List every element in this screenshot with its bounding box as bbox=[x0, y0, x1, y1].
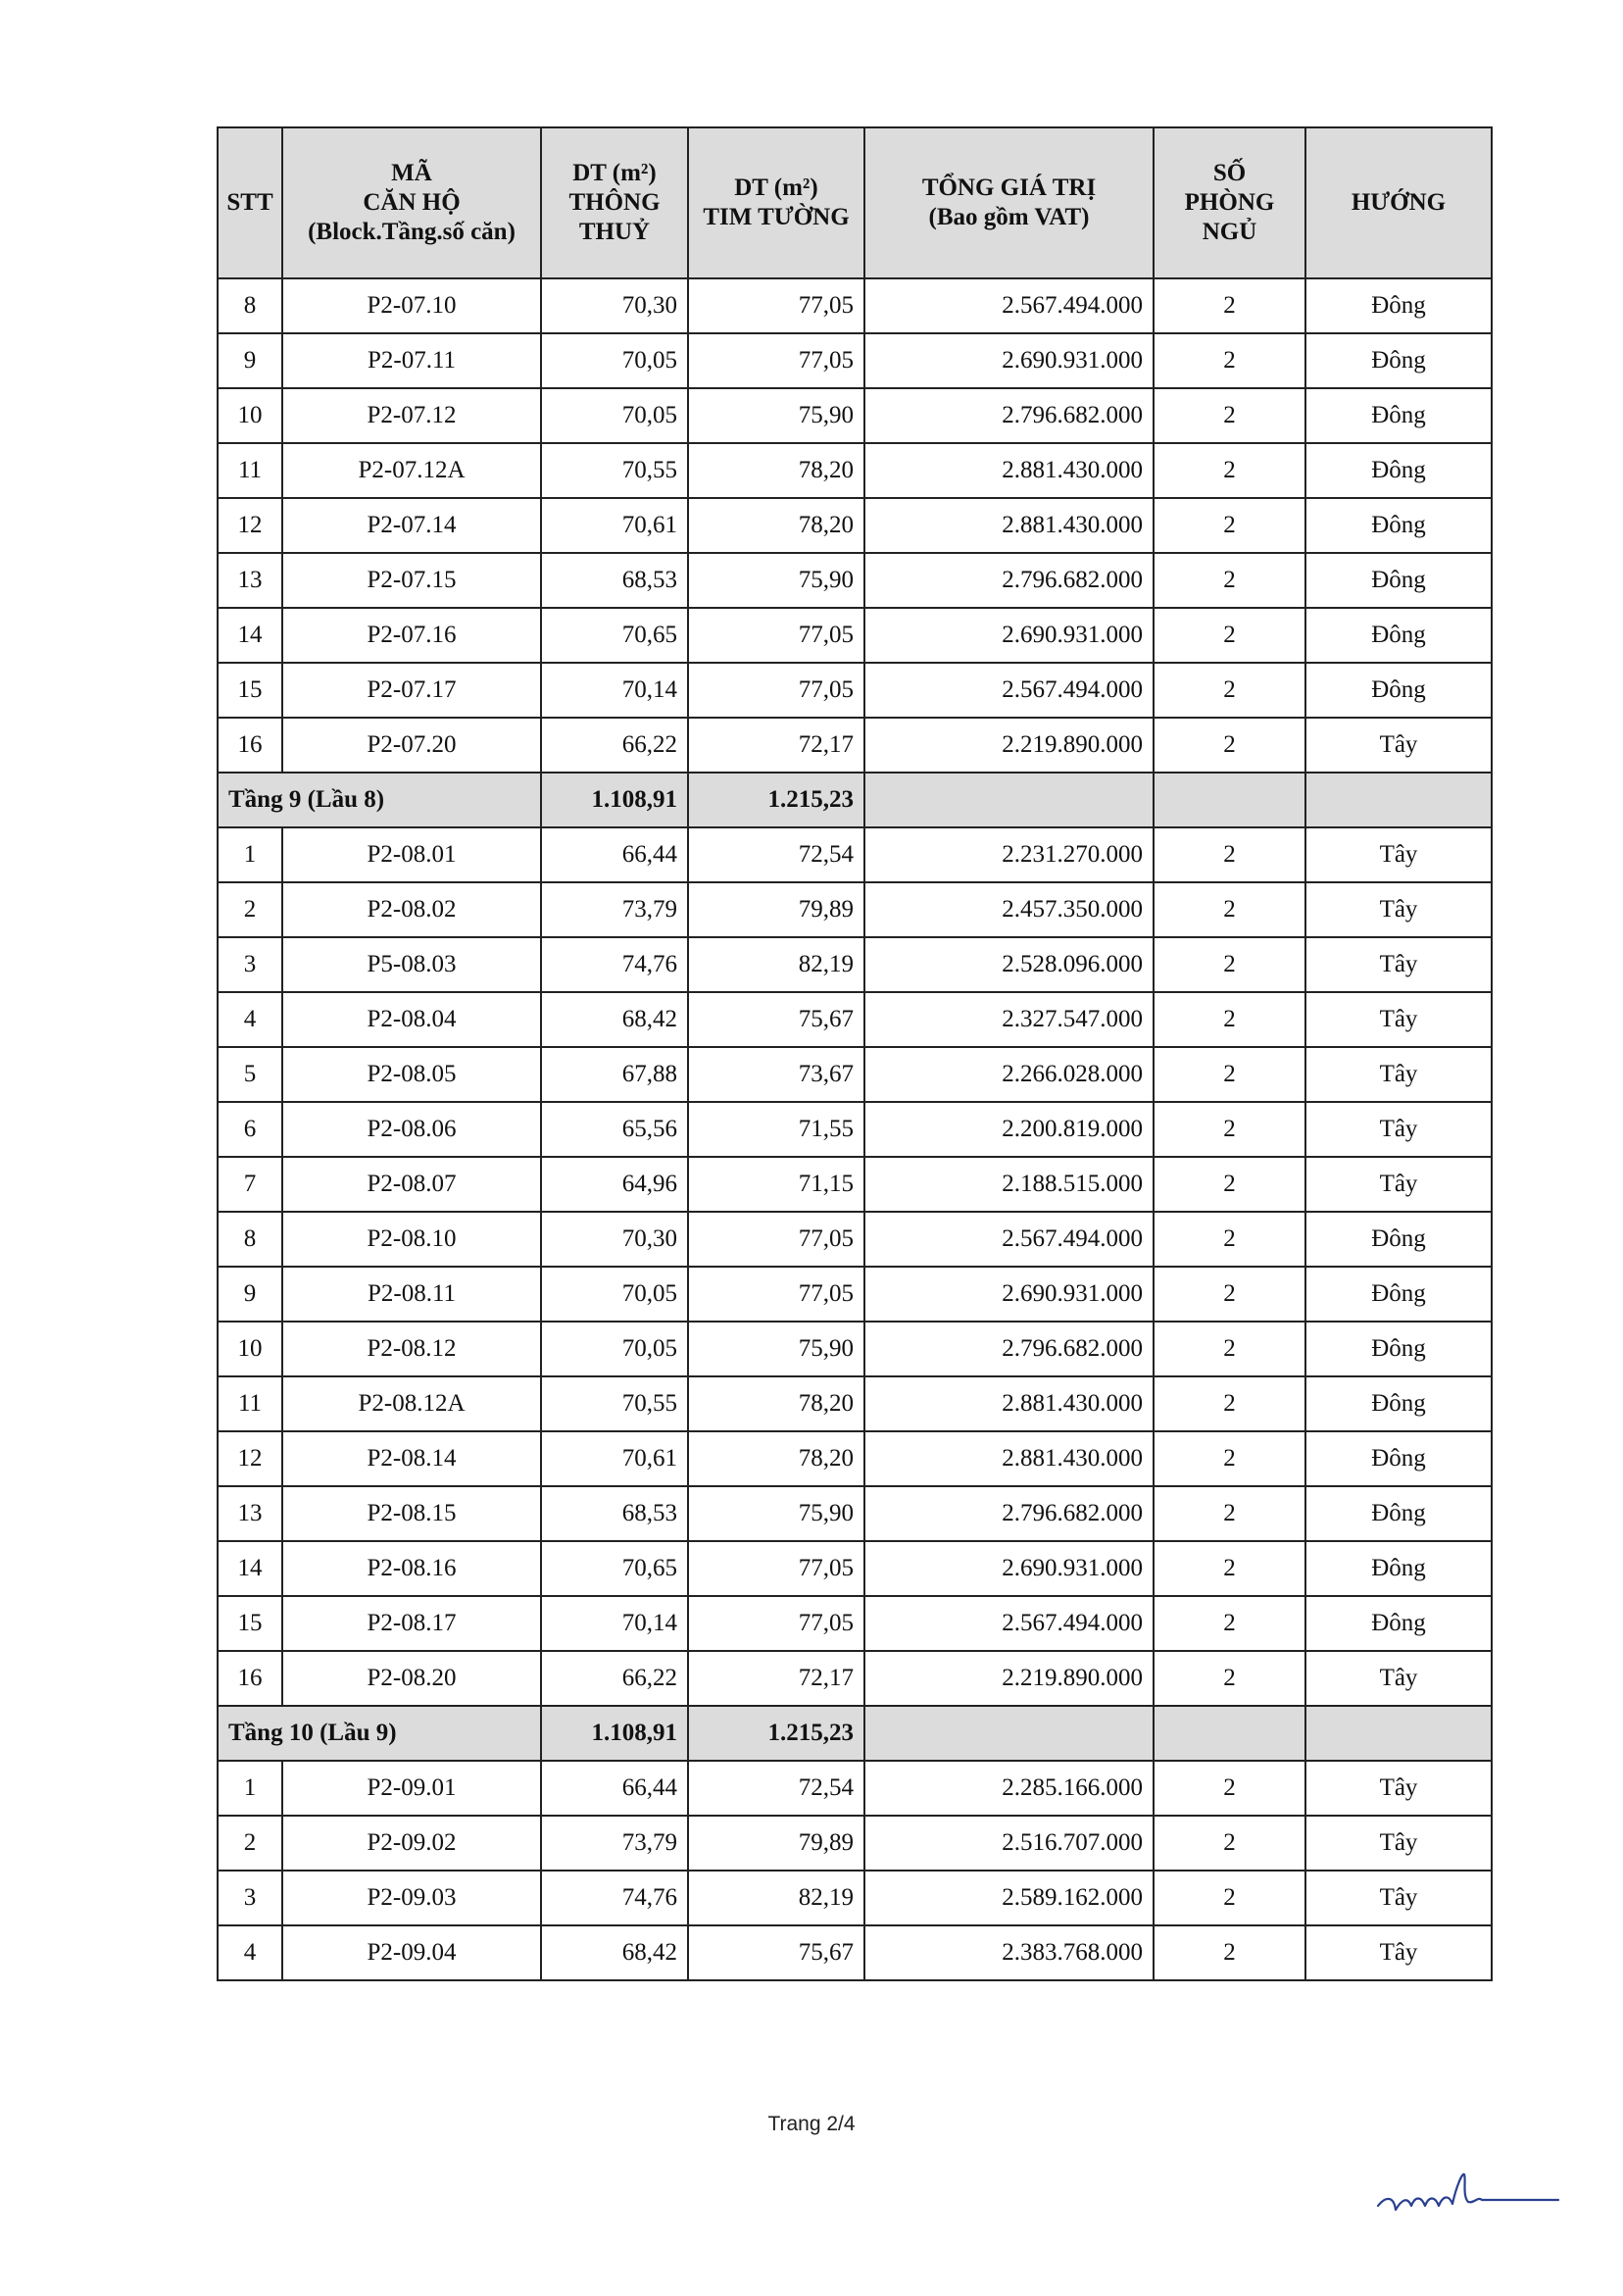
table-row bbox=[218, 718, 1492, 773]
cell-stt: 13 bbox=[218, 1486, 282, 1541]
table-row bbox=[218, 1102, 1492, 1157]
cell-dt-thong-thuy: 67,88 bbox=[541, 1047, 688, 1102]
cell-dt-tim-tuong: 79,89 bbox=[688, 1816, 864, 1871]
table-row bbox=[218, 443, 1492, 498]
cell-stt: 1 bbox=[218, 827, 282, 882]
cell-so-phong-ngu: 2 bbox=[1154, 1212, 1305, 1267]
cell-dt-tim-tuong: 77,05 bbox=[688, 1212, 864, 1267]
cell-tong-gia-tri: 2.219.890.000 bbox=[864, 1651, 1154, 1706]
table-row bbox=[218, 1816, 1492, 1871]
cell-so-phong-ngu: 2 bbox=[1154, 553, 1305, 608]
cell-dt-thong-thuy: 70,65 bbox=[541, 608, 688, 663]
header-tong-gia-tri bbox=[864, 127, 1154, 278]
cell-huong: Tây bbox=[1305, 1816, 1492, 1871]
cell-dt-tim-tuong: 72,54 bbox=[688, 1761, 864, 1816]
header-huong: HƯỚNG bbox=[1305, 127, 1492, 278]
cell-huong: Tây bbox=[1305, 1925, 1492, 1980]
header-ma-line3: (Block.Tầng.số căn) bbox=[308, 219, 516, 245]
cell-dt-thong-thuy: 70,30 bbox=[541, 278, 688, 333]
cell-dt-thong-thuy: 74,76 bbox=[541, 937, 688, 992]
cell-stt: 2 bbox=[218, 1816, 282, 1871]
cell-huong: Đông bbox=[1305, 553, 1492, 608]
cell-tong-gia-tri: 2.200.819.000 bbox=[864, 1102, 1154, 1157]
cell-dt-tim-tuong: 77,05 bbox=[688, 608, 864, 663]
cell-huong: Đông bbox=[1305, 443, 1492, 498]
table-row bbox=[218, 1322, 1492, 1376]
cell-tong-gia-tri: 2.567.494.000 bbox=[864, 1596, 1154, 1651]
apartment-price-table bbox=[217, 126, 1493, 1981]
cell-tong-gia-tri: 2.231.270.000 bbox=[864, 827, 1154, 882]
header-dt-tim-line2: TIM TƯỜNG bbox=[703, 204, 850, 230]
cell-stt: 10 bbox=[218, 1322, 282, 1376]
cell-ma-can-ho: P2-08.12 bbox=[282, 1322, 541, 1376]
header-ma-can-ho bbox=[282, 127, 541, 278]
header-ma-line1: MÃ bbox=[391, 160, 432, 186]
cell-dt-thong-thuy: 70,30 bbox=[541, 1212, 688, 1267]
cell-ma-can-ho: P2-07.12 bbox=[282, 388, 541, 443]
cell-dt-thong-thuy: 70,05 bbox=[541, 1322, 688, 1376]
floor-dt-tim-tuong-total: 1.215,23 bbox=[688, 1706, 864, 1761]
cell-so-phong-ngu: 2 bbox=[1154, 1047, 1305, 1102]
floor-dt-thong-thuy-total: 1.108,91 bbox=[541, 1706, 688, 1761]
cell-stt: 3 bbox=[218, 937, 282, 992]
cell-ma-can-ho: P2-08.10 bbox=[282, 1212, 541, 1267]
cell-huong: Đông bbox=[1305, 388, 1492, 443]
cell-so-phong-ngu: 2 bbox=[1154, 827, 1305, 882]
cell-so-phong-ngu: 2 bbox=[1154, 718, 1305, 773]
cell-dt-thong-thuy: 73,79 bbox=[541, 882, 688, 937]
cell-ma-can-ho: P2-08.11 bbox=[282, 1267, 541, 1322]
cell-so-phong-ngu: 2 bbox=[1154, 1376, 1305, 1431]
header-dt-thong-thuy bbox=[541, 127, 688, 278]
cell-stt: 12 bbox=[218, 498, 282, 553]
cell-dt-thong-thuy: 64,96 bbox=[541, 1157, 688, 1212]
cell-stt: 9 bbox=[218, 1267, 282, 1322]
cell-dt-thong-thuy: 68,42 bbox=[541, 992, 688, 1047]
page-number: Trang 2/4 bbox=[767, 2113, 856, 2135]
cell-tong-gia-tri: 2.796.682.000 bbox=[864, 1486, 1154, 1541]
cell-tong-gia-tri: 2.457.350.000 bbox=[864, 882, 1154, 937]
cell-dt-tim-tuong: 77,05 bbox=[688, 333, 864, 388]
table-row bbox=[218, 827, 1492, 882]
header-so-phong-ngu bbox=[1154, 127, 1305, 278]
cell-dt-tim-tuong: 75,67 bbox=[688, 1925, 864, 1980]
cell-stt: 3 bbox=[218, 1871, 282, 1925]
table-row bbox=[218, 1212, 1492, 1267]
cell-dt-tim-tuong: 75,90 bbox=[688, 553, 864, 608]
cell-tong-gia-tri: 2.567.494.000 bbox=[864, 663, 1154, 718]
cell-so-phong-ngu: 2 bbox=[1154, 663, 1305, 718]
cell-tong-gia-tri: 2.567.494.000 bbox=[864, 1212, 1154, 1267]
cell-stt: 11 bbox=[218, 443, 282, 498]
cell-tong-gia-tri: 2.690.931.000 bbox=[864, 1541, 1154, 1596]
cell-tong-gia-tri: 2.881.430.000 bbox=[864, 1376, 1154, 1431]
cell-huong: Đông bbox=[1305, 278, 1492, 333]
cell-dt-tim-tuong: 78,20 bbox=[688, 1376, 864, 1431]
header-so-line2: PHÒNG bbox=[1184, 189, 1275, 216]
cell-huong: Tây bbox=[1305, 882, 1492, 937]
cell-tong-gia-tri: 2.327.547.000 bbox=[864, 992, 1154, 1047]
table-row bbox=[218, 1157, 1492, 1212]
cell-dt-thong-thuy: 70,65 bbox=[541, 1541, 688, 1596]
cell-dt-tim-tuong: 73,67 bbox=[688, 1047, 864, 1102]
header-tong-line1: TỔNG GIÁ TRỊ bbox=[921, 175, 1097, 201]
cell-huong: Đông bbox=[1305, 498, 1492, 553]
cell-huong: Tây bbox=[1305, 1651, 1492, 1706]
cell-stt: 14 bbox=[218, 1541, 282, 1596]
cell-so-phong-ngu: 2 bbox=[1154, 1596, 1305, 1651]
cell-so-phong-ngu: 2 bbox=[1154, 882, 1305, 937]
cell-dt-thong-thuy: 70,55 bbox=[541, 1376, 688, 1431]
cell-dt-thong-thuy: 66,22 bbox=[541, 718, 688, 773]
cell-so-phong-ngu: 2 bbox=[1154, 1761, 1305, 1816]
table-row bbox=[218, 1761, 1492, 1816]
table-body bbox=[218, 278, 1492, 1980]
floor-label: Tầng 10 (Lầu 9) bbox=[218, 1706, 541, 1761]
header-dt-tim-tuong bbox=[688, 127, 864, 278]
cell-dt-thong-thuy: 70,14 bbox=[541, 1596, 688, 1651]
cell-ma-can-ho: P2-07.20 bbox=[282, 718, 541, 773]
cell-dt-thong-thuy: 65,56 bbox=[541, 1102, 688, 1157]
cell-so-phong-ngu: 2 bbox=[1154, 278, 1305, 333]
cell-dt-tim-tuong: 75,90 bbox=[688, 1322, 864, 1376]
cell-dt-tim-tuong: 75,90 bbox=[688, 1486, 864, 1541]
header-dt-tim-line1: DT (m²) bbox=[734, 175, 818, 201]
cell-huong: Đông bbox=[1305, 333, 1492, 388]
cell-tong-gia-tri: 2.796.682.000 bbox=[864, 553, 1154, 608]
header-so-line1: SỐ bbox=[1212, 160, 1247, 186]
cell-so-phong-ngu: 2 bbox=[1154, 1157, 1305, 1212]
cell-tong-gia-tri: 2.881.430.000 bbox=[864, 498, 1154, 553]
table-row bbox=[218, 608, 1492, 663]
table-row bbox=[218, 1376, 1492, 1431]
cell-dt-tim-tuong: 77,05 bbox=[688, 1596, 864, 1651]
cell-so-phong-ngu: 2 bbox=[1154, 1267, 1305, 1322]
cell-tong-gia-tri: 2.383.768.000 bbox=[864, 1925, 1154, 1980]
cell-ma-can-ho: P2-08.01 bbox=[282, 827, 541, 882]
cell-so-phong-ngu: 2 bbox=[1154, 992, 1305, 1047]
header-so-line3: NGỦ bbox=[1202, 219, 1257, 245]
cell-stt: 2 bbox=[218, 882, 282, 937]
cell-ma-can-ho: P2-08.04 bbox=[282, 992, 541, 1047]
cell-dt-thong-thuy: 70,05 bbox=[541, 388, 688, 443]
cell-dt-thong-thuy: 74,76 bbox=[541, 1871, 688, 1925]
cell-huong: Tây bbox=[1305, 1871, 1492, 1925]
cell-stt: 8 bbox=[218, 1212, 282, 1267]
floor-subtotal-row bbox=[218, 773, 1492, 827]
cell-tong-gia-tri: 2.589.162.000 bbox=[864, 1871, 1154, 1925]
cell-ma-can-ho: P2-07.16 bbox=[282, 608, 541, 663]
cell-huong: Tây bbox=[1305, 1102, 1492, 1157]
header-dt-tt-line1: DT (m²) bbox=[572, 160, 657, 186]
cell-ma-can-ho: P2-07.17 bbox=[282, 663, 541, 718]
cell-dt-thong-thuy: 70,61 bbox=[541, 498, 688, 553]
cell-ma-can-ho: P2-09.02 bbox=[282, 1816, 541, 1871]
cell-so-phong-ngu: 2 bbox=[1154, 1102, 1305, 1157]
table-row bbox=[218, 1047, 1492, 1102]
cell-huong: Tây bbox=[1305, 937, 1492, 992]
cell-huong: Đông bbox=[1305, 1322, 1492, 1376]
cell-tong-gia-tri: 2.567.494.000 bbox=[864, 278, 1154, 333]
header-ma-line2: CĂN HỘ bbox=[363, 189, 461, 216]
cell-tong-gia-tri: 2.690.931.000 bbox=[864, 1267, 1154, 1322]
cell-stt: 5 bbox=[218, 1047, 282, 1102]
header-tong-line2: (Bao gồm VAT) bbox=[928, 204, 1090, 230]
cell-ma-can-ho: P2-08.05 bbox=[282, 1047, 541, 1102]
cell-so-phong-ngu: 2 bbox=[1154, 498, 1305, 553]
cell-ma-can-ho: P2-07.10 bbox=[282, 278, 541, 333]
cell-so-phong-ngu: 2 bbox=[1154, 937, 1305, 992]
cell-dt-tim-tuong: 77,05 bbox=[688, 663, 864, 718]
header-dt-tt-line3: THUỶ bbox=[578, 219, 651, 245]
cell-tong-gia-tri: 2.690.931.000 bbox=[864, 608, 1154, 663]
cell-so-phong-ngu: 2 bbox=[1154, 1431, 1305, 1486]
cell-so-phong-ngu: 2 bbox=[1154, 1651, 1305, 1706]
cell-ma-can-ho: P2-08.02 bbox=[282, 882, 541, 937]
cell-dt-thong-thuy: 68,53 bbox=[541, 1486, 688, 1541]
floor-empty-cell bbox=[864, 1706, 1154, 1761]
cell-huong: Tây bbox=[1305, 1761, 1492, 1816]
table-row bbox=[218, 278, 1492, 333]
cell-so-phong-ngu: 2 bbox=[1154, 333, 1305, 388]
cell-ma-can-ho: P2-09.04 bbox=[282, 1925, 541, 1980]
cell-so-phong-ngu: 2 bbox=[1154, 1816, 1305, 1871]
cell-dt-tim-tuong: 78,20 bbox=[688, 443, 864, 498]
cell-ma-can-ho: P2-08.12A bbox=[282, 1376, 541, 1431]
cell-dt-tim-tuong: 79,89 bbox=[688, 882, 864, 937]
cell-dt-tim-tuong: 72,54 bbox=[688, 827, 864, 882]
cell-ma-can-ho: P2-08.14 bbox=[282, 1431, 541, 1486]
cell-huong: Tây bbox=[1305, 827, 1492, 882]
cell-dt-tim-tuong: 72,17 bbox=[688, 718, 864, 773]
table-row bbox=[218, 1651, 1492, 1706]
cell-ma-can-ho: P2-08.07 bbox=[282, 1157, 541, 1212]
cell-huong: Đông bbox=[1305, 663, 1492, 718]
table-row bbox=[218, 388, 1492, 443]
cell-dt-tim-tuong: 78,20 bbox=[688, 498, 864, 553]
cell-dt-tim-tuong: 75,67 bbox=[688, 992, 864, 1047]
handwritten-signature bbox=[1372, 2167, 1568, 2225]
cell-dt-tim-tuong: 82,19 bbox=[688, 1871, 864, 1925]
cell-dt-thong-thuy: 70,61 bbox=[541, 1431, 688, 1486]
cell-stt: 14 bbox=[218, 608, 282, 663]
header-dt-tt-line2: THÔNG bbox=[568, 189, 661, 216]
cell-dt-thong-thuy: 70,55 bbox=[541, 443, 688, 498]
cell-stt: 11 bbox=[218, 1376, 282, 1431]
cell-ma-can-ho: P2-07.15 bbox=[282, 553, 541, 608]
cell-huong: Tây bbox=[1305, 992, 1492, 1047]
cell-dt-thong-thuy: 70,14 bbox=[541, 663, 688, 718]
cell-dt-tim-tuong: 77,05 bbox=[688, 278, 864, 333]
cell-stt: 16 bbox=[218, 718, 282, 773]
cell-so-phong-ngu: 2 bbox=[1154, 608, 1305, 663]
table-row bbox=[218, 1486, 1492, 1541]
floor-dt-tim-tuong-total: 1.215,23 bbox=[688, 773, 864, 827]
floor-label: Tầng 9 (Lầu 8) bbox=[218, 773, 541, 827]
cell-stt: 13 bbox=[218, 553, 282, 608]
cell-dt-thong-thuy: 70,05 bbox=[541, 1267, 688, 1322]
table-row bbox=[218, 498, 1492, 553]
floor-empty-cell bbox=[864, 773, 1154, 827]
cell-ma-can-ho: P2-08.06 bbox=[282, 1102, 541, 1157]
header-stt: STT bbox=[218, 127, 282, 278]
cell-stt: 15 bbox=[218, 1596, 282, 1651]
cell-huong: Đông bbox=[1305, 1596, 1492, 1651]
cell-so-phong-ngu: 2 bbox=[1154, 1486, 1305, 1541]
cell-stt: 4 bbox=[218, 992, 282, 1047]
table-row bbox=[218, 1267, 1492, 1322]
floor-empty-cell bbox=[1154, 773, 1305, 827]
cell-so-phong-ngu: 2 bbox=[1154, 388, 1305, 443]
cell-tong-gia-tri: 2.881.430.000 bbox=[864, 1431, 1154, 1486]
table-row bbox=[218, 1596, 1492, 1651]
cell-dt-thong-thuy: 66,44 bbox=[541, 827, 688, 882]
table-row bbox=[218, 553, 1492, 608]
cell-tong-gia-tri: 2.285.166.000 bbox=[864, 1761, 1154, 1816]
cell-dt-tim-tuong: 75,90 bbox=[688, 388, 864, 443]
cell-dt-thong-thuy: 70,05 bbox=[541, 333, 688, 388]
table-row bbox=[218, 882, 1492, 937]
cell-tong-gia-tri: 2.796.682.000 bbox=[864, 1322, 1154, 1376]
cell-huong: Tây bbox=[1305, 1047, 1492, 1102]
floor-dt-thong-thuy-total: 1.108,91 bbox=[541, 773, 688, 827]
table-row bbox=[218, 937, 1492, 992]
cell-dt-tim-tuong: 82,19 bbox=[688, 937, 864, 992]
cell-stt: 12 bbox=[218, 1431, 282, 1486]
cell-so-phong-ngu: 2 bbox=[1154, 443, 1305, 498]
cell-huong: Đông bbox=[1305, 1541, 1492, 1596]
cell-so-phong-ngu: 2 bbox=[1154, 1925, 1305, 1980]
cell-stt: 4 bbox=[218, 1925, 282, 1980]
cell-ma-can-ho: P2-08.15 bbox=[282, 1486, 541, 1541]
cell-dt-tim-tuong: 72,17 bbox=[688, 1651, 864, 1706]
cell-ma-can-ho: P2-09.03 bbox=[282, 1871, 541, 1925]
floor-empty-cell bbox=[1305, 773, 1492, 827]
cell-so-phong-ngu: 2 bbox=[1154, 1541, 1305, 1596]
cell-dt-thong-thuy: 66,22 bbox=[541, 1651, 688, 1706]
cell-tong-gia-tri: 2.881.430.000 bbox=[864, 443, 1154, 498]
cell-huong: Tây bbox=[1305, 718, 1492, 773]
table-row bbox=[218, 663, 1492, 718]
cell-dt-thong-thuy: 73,79 bbox=[541, 1816, 688, 1871]
cell-huong: Đông bbox=[1305, 1431, 1492, 1486]
cell-ma-can-ho: P2-08.20 bbox=[282, 1651, 541, 1706]
cell-huong: Đông bbox=[1305, 1212, 1492, 1267]
cell-stt: 6 bbox=[218, 1102, 282, 1157]
cell-ma-can-ho: P5-08.03 bbox=[282, 937, 541, 992]
cell-huong: Đông bbox=[1305, 1376, 1492, 1431]
cell-ma-can-ho: P2-08.16 bbox=[282, 1541, 541, 1596]
cell-stt: 9 bbox=[218, 333, 282, 388]
cell-ma-can-ho: P2-08.17 bbox=[282, 1596, 541, 1651]
table-row bbox=[218, 1925, 1492, 1980]
table-row bbox=[218, 1431, 1492, 1486]
table-row bbox=[218, 333, 1492, 388]
cell-tong-gia-tri: 2.266.028.000 bbox=[864, 1047, 1154, 1102]
cell-stt: 1 bbox=[218, 1761, 282, 1816]
cell-tong-gia-tri: 2.188.515.000 bbox=[864, 1157, 1154, 1212]
cell-dt-tim-tuong: 71,15 bbox=[688, 1157, 864, 1212]
cell-dt-thong-thuy: 68,42 bbox=[541, 1925, 688, 1980]
cell-ma-can-ho: P2-09.01 bbox=[282, 1761, 541, 1816]
cell-stt: 15 bbox=[218, 663, 282, 718]
cell-dt-tim-tuong: 77,05 bbox=[688, 1541, 864, 1596]
cell-tong-gia-tri: 2.528.096.000 bbox=[864, 937, 1154, 992]
cell-huong: Đông bbox=[1305, 1486, 1492, 1541]
cell-tong-gia-tri: 2.516.707.000 bbox=[864, 1816, 1154, 1871]
cell-ma-can-ho: P2-07.12A bbox=[282, 443, 541, 498]
cell-stt: 7 bbox=[218, 1157, 282, 1212]
cell-huong: Đông bbox=[1305, 608, 1492, 663]
cell-so-phong-ngu: 2 bbox=[1154, 1871, 1305, 1925]
table-row bbox=[218, 1871, 1492, 1925]
table-row bbox=[218, 992, 1492, 1047]
floor-empty-cell bbox=[1154, 1706, 1305, 1761]
table-row bbox=[218, 1541, 1492, 1596]
table-header bbox=[218, 127, 1492, 278]
cell-tong-gia-tri: 2.796.682.000 bbox=[864, 388, 1154, 443]
cell-stt: 8 bbox=[218, 278, 282, 333]
cell-huong: Tây bbox=[1305, 1157, 1492, 1212]
floor-subtotal-row bbox=[218, 1706, 1492, 1761]
cell-dt-tim-tuong: 71,55 bbox=[688, 1102, 864, 1157]
cell-stt: 16 bbox=[218, 1651, 282, 1706]
cell-tong-gia-tri: 2.219.890.000 bbox=[864, 718, 1154, 773]
cell-dt-tim-tuong: 77,05 bbox=[688, 1267, 864, 1322]
cell-ma-can-ho: P2-07.14 bbox=[282, 498, 541, 553]
header-row bbox=[218, 127, 1492, 278]
cell-dt-thong-thuy: 66,44 bbox=[541, 1761, 688, 1816]
cell-huong: Đông bbox=[1305, 1267, 1492, 1322]
cell-dt-thong-thuy: 68,53 bbox=[541, 553, 688, 608]
cell-dt-tim-tuong: 78,20 bbox=[688, 1431, 864, 1486]
cell-ma-can-ho: P2-07.11 bbox=[282, 333, 541, 388]
cell-tong-gia-tri: 2.690.931.000 bbox=[864, 333, 1154, 388]
cell-stt: 10 bbox=[218, 388, 282, 443]
floor-empty-cell bbox=[1305, 1706, 1492, 1761]
cell-so-phong-ngu: 2 bbox=[1154, 1322, 1305, 1376]
